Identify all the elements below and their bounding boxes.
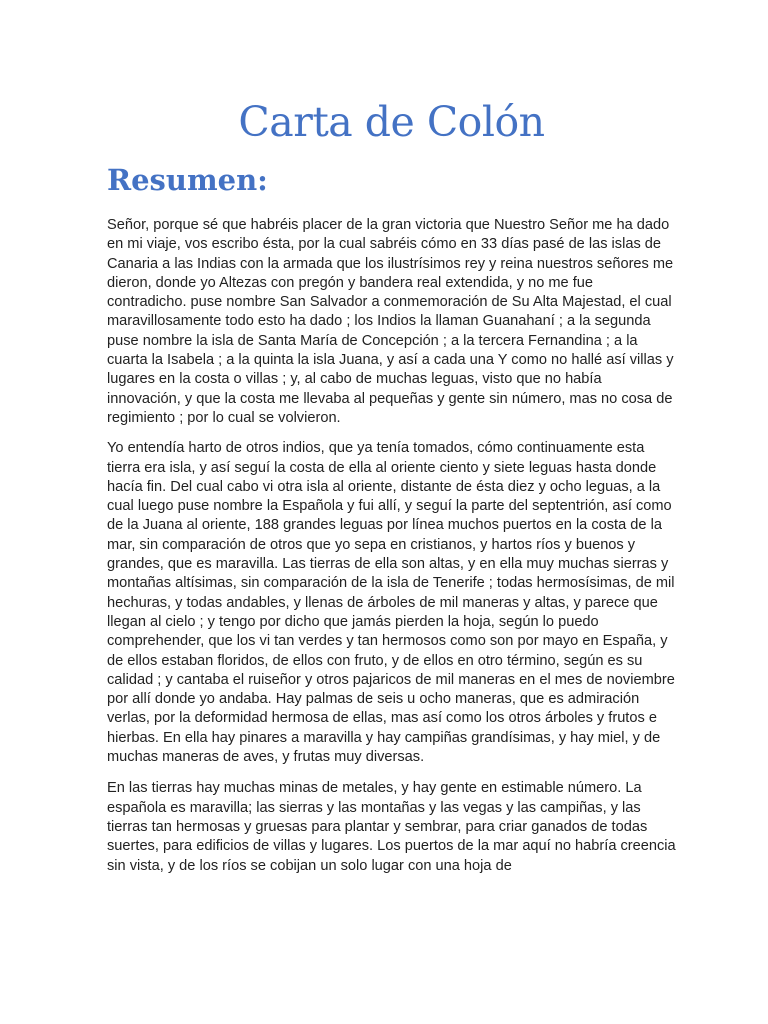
document-title: Carta de Colón [238, 98, 545, 146]
section-heading-resumen: Resumen: [107, 163, 268, 197]
paragraph-3: En las tierras hay muchas minas de metales, y hay gente en estimable número. La española es maravilla; las sierras y las montañas y las vegas y las campiñas, y las tierras tan hermosas y gruesas para plantar y sembrar, para criar ganados de todas suertes, para edificios de villas y lugares. Los puertos de la mar aquí no habría creencia sin vista, y de los ríos se cobijan un solo lugar con una hoja de [107, 780, 676, 874]
document-page [0, 96, 768, 1024]
paragraph-2: Yo entendía harto de otros indios, que ya tenía tomados, cómo continuamente esta tierra era isla, y así seguí la costa de ella al oriente ciento y siete leguas hasta donde hacía fin. Del cual cabo vi otra isla al oriente, distante de ésta diez y ocho leguas, a la cual luego puse nombre la Española y fui allí, y seguí la parte del septentrión, así como de la Juana al oriente, 188 grandes leguas por línea muchos puertos en la costa de la mar, sin comparación de otros que yo sepa en cristianos, y hartos ríos y buenos y grandes, que es maravilla. Las tierras de ella son altas, y en ella muy muchas sierras y montañas altísimas, sin comparación de la isla de Tenerife ; todas hermosísimas, de mil hechuras, y todas andables, y llenas de árboles de mil maneras y altas, y parece que llegan al cielo ; y tengo por dicho que jamás pierden la hoja, según lo puedo comprehender, que los vi tan verdes y tan hermosos como son por mayo en España, y de ellos estaban floridos, de ellos con fruto, y de ellos en otro término, según es su calidad ; y cantaba el ruiseñor y otros pajaricos de mil maneras en el mes de noviembre por allí donde yo andaba. Hay palmas de seis u ocho maneras, que es admiración verlas, por la deformidad hermosa de ellas, mas así como los otros árboles y frutos e hierbas. En ella hay pinares a maravilla y hay campiñas grandísimas, y hay miel, y de muchas maneras de aves, y frutas muy diversas. [107, 440, 675, 766]
paragraph-1: Señor, porque sé que habréis placer de la gran victoria que Nuestro Señor me ha dado en mi viaje, vos escribo ésta, por la cual sabréis cómo en 33 días pasé de las islas de Canaria a las Indias con la armada que los ilustrísimos rey y reina nuestros señores me dieron, donde yo Altezas con pregón y bandera real extendida, y no me fue contradicho. puse nombre San Salvador a conmemoración de Su Alta Majestad, el cual maravillosamente todo esto ha dado ; los Indios la llaman Guanahaní ; a la segunda puse nombre la isla de Santa María de Concepción ; a la tercera Fernandina ; a la cuarta la Isabela ; a la quinta la isla Juana, y así a cada una Y como no hallé así villas y lugares en la costa o villas ; y, al cabo de muchas leguas, visto que no había innovación, y que la costa me llevaba al pequeñas y gente sin número, mas no cosa de regimiento ; por lo cual se volvieron. [107, 217, 674, 426]
